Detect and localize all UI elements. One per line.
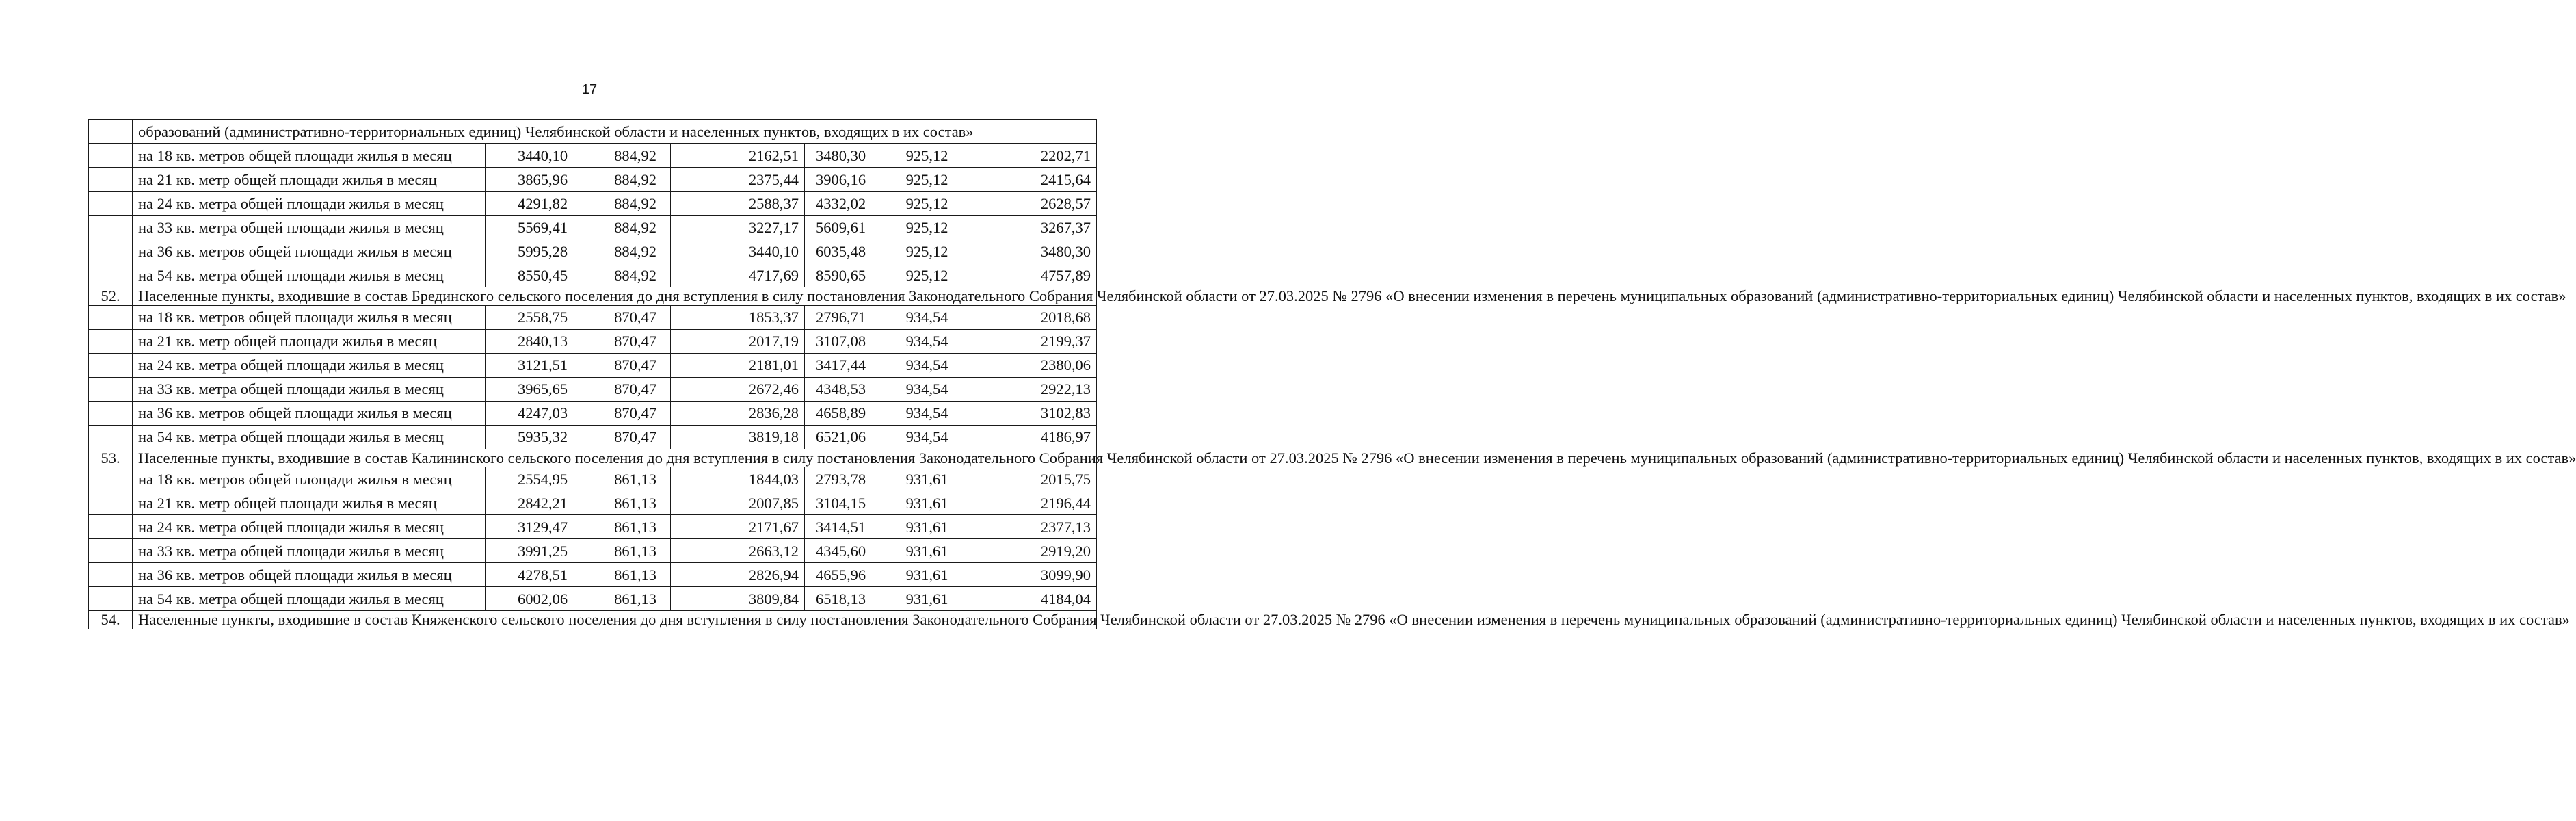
value-cell: 3965,65 bbox=[486, 377, 600, 401]
value-cell: 6035,48 bbox=[805, 239, 877, 263]
value-cell: 2842,21 bbox=[486, 491, 600, 515]
table-row bbox=[89, 329, 1097, 353]
value-cell: 931,61 bbox=[877, 515, 977, 539]
value-cell: 861,13 bbox=[600, 491, 671, 515]
page-number: 17 bbox=[581, 82, 598, 97]
value-cell: 2171,67 bbox=[671, 515, 805, 539]
row-label: на 18 кв. метров общей площади жилья в месяц bbox=[133, 305, 486, 329]
row-label: на 54 кв. метра общей площади жилья в месяц bbox=[133, 587, 486, 611]
settlement-number: 52. bbox=[89, 287, 133, 306]
value-cell: 3440,10 bbox=[486, 144, 600, 168]
table-row bbox=[89, 216, 1097, 239]
settlement-description: Населенные пункты, входившие в состав Калининского сельского поселения до дня вступления в силу постановления Законодательного Собрания Челябинской области от 27.03.2025 № 2796 «О внесении изменения в перечень муниципальных образований (административно-территориальных единиц) Челябинской области и населенных пунктов, входящих в их состав» bbox=[133, 449, 1097, 467]
value-cell: 4332,02 bbox=[805, 192, 877, 216]
table-row bbox=[89, 168, 1097, 192]
value-cell: 870,47 bbox=[600, 329, 671, 353]
continuation-row bbox=[89, 120, 1097, 144]
value-cell: 4655,96 bbox=[805, 563, 877, 587]
value-cell: 861,13 bbox=[600, 539, 671, 563]
table-row bbox=[89, 377, 1097, 401]
value-cell: 884,92 bbox=[600, 192, 671, 216]
value-cell: 2018,68 bbox=[977, 305, 1097, 329]
value-cell: 1844,03 bbox=[671, 467, 805, 491]
table-row bbox=[89, 425, 1097, 449]
settlement-header-row bbox=[89, 611, 1097, 629]
value-cell: 8590,65 bbox=[805, 263, 877, 287]
row-label: на 18 кв. метров общей площади жилья в месяц bbox=[133, 467, 486, 491]
row-label: на 36 кв. метров общей площади жилья в месяц bbox=[133, 563, 486, 587]
row-number-cell bbox=[89, 216, 133, 239]
row-number-cell bbox=[89, 377, 133, 401]
settlement-header-row bbox=[89, 449, 1097, 467]
value-cell: 2840,13 bbox=[486, 329, 600, 353]
value-cell: 4278,51 bbox=[486, 563, 600, 587]
value-cell: 2672,46 bbox=[671, 377, 805, 401]
value-cell: 861,13 bbox=[600, 563, 671, 587]
value-cell: 3809,84 bbox=[671, 587, 805, 611]
value-cell: 884,92 bbox=[600, 216, 671, 239]
value-cell: 3129,47 bbox=[486, 515, 600, 539]
value-cell: 2663,12 bbox=[671, 539, 805, 563]
value-cell: 3102,83 bbox=[977, 401, 1097, 425]
value-cell: 870,47 bbox=[600, 425, 671, 449]
row-number-cell bbox=[89, 467, 133, 491]
row-number-cell bbox=[89, 120, 133, 144]
row-label: на 54 кв. метра общей площади жилья в месяц bbox=[133, 263, 486, 287]
value-cell: 4291,82 bbox=[486, 192, 600, 216]
table-row bbox=[89, 305, 1097, 329]
value-cell: 2554,95 bbox=[486, 467, 600, 491]
value-cell: 4717,69 bbox=[671, 263, 805, 287]
value-cell: 925,12 bbox=[877, 263, 977, 287]
table-row bbox=[89, 467, 1097, 491]
row-number-cell bbox=[89, 263, 133, 287]
value-cell: 4186,97 bbox=[977, 425, 1097, 449]
value-cell: 4184,04 bbox=[977, 587, 1097, 611]
row-label: на 24 кв. метра общей площади жилья в месяц bbox=[133, 192, 486, 216]
value-cell: 6518,13 bbox=[805, 587, 877, 611]
value-cell: 925,12 bbox=[877, 216, 977, 239]
row-number-cell bbox=[89, 425, 133, 449]
value-cell: 934,54 bbox=[877, 305, 977, 329]
value-cell: 3227,17 bbox=[671, 216, 805, 239]
row-label: на 18 кв. метров общей площади жилья в месяц bbox=[133, 144, 486, 168]
value-cell: 5995,28 bbox=[486, 239, 600, 263]
row-number-cell bbox=[89, 353, 133, 377]
value-cell: 870,47 bbox=[600, 353, 671, 377]
row-number-cell bbox=[89, 168, 133, 192]
value-cell: 4345,60 bbox=[805, 539, 877, 563]
value-cell: 4247,03 bbox=[486, 401, 600, 425]
row-label: на 21 кв. метр общей площади жилья в месяц bbox=[133, 168, 486, 192]
value-cell: 884,92 bbox=[600, 263, 671, 287]
row-label: на 21 кв. метр общей площади жилья в месяц bbox=[133, 329, 486, 353]
table-row bbox=[89, 401, 1097, 425]
table-body bbox=[89, 120, 2576, 629]
value-cell: 925,12 bbox=[877, 168, 977, 192]
value-cell: 2922,13 bbox=[977, 377, 1097, 401]
value-cell: 2588,37 bbox=[671, 192, 805, 216]
row-label: на 33 кв. метра общей площади жилья в месяц bbox=[133, 377, 486, 401]
value-cell: 2181,01 bbox=[671, 353, 805, 377]
table-row bbox=[89, 192, 1097, 216]
value-cell: 2202,71 bbox=[977, 144, 1097, 168]
value-cell: 2826,94 bbox=[671, 563, 805, 587]
row-label: на 21 кв. метр общей площади жилья в месяц bbox=[133, 491, 486, 515]
value-cell: 3865,96 bbox=[486, 168, 600, 192]
value-cell: 2793,78 bbox=[805, 467, 877, 491]
table-row bbox=[89, 491, 1097, 515]
value-cell: 2017,19 bbox=[671, 329, 805, 353]
value-cell: 884,92 bbox=[600, 239, 671, 263]
value-cell: 931,61 bbox=[877, 539, 977, 563]
value-cell: 861,13 bbox=[600, 467, 671, 491]
value-cell: 8550,45 bbox=[486, 263, 600, 287]
value-cell: 3480,30 bbox=[977, 239, 1097, 263]
value-cell: 3906,16 bbox=[805, 168, 877, 192]
row-label: на 33 кв. метра общей площади жилья в месяц bbox=[133, 216, 486, 239]
tariff-table bbox=[88, 119, 2576, 629]
value-cell: 3417,44 bbox=[805, 353, 877, 377]
value-cell: 5935,32 bbox=[486, 425, 600, 449]
value-cell: 934,54 bbox=[877, 425, 977, 449]
value-cell: 3121,51 bbox=[486, 353, 600, 377]
value-cell: 2836,28 bbox=[671, 401, 805, 425]
table-row bbox=[89, 144, 1097, 168]
value-cell: 2162,51 bbox=[671, 144, 805, 168]
table-row bbox=[89, 353, 1097, 377]
value-cell: 931,61 bbox=[877, 491, 977, 515]
value-cell: 861,13 bbox=[600, 515, 671, 539]
value-cell: 2796,71 bbox=[805, 305, 877, 329]
value-cell: 5609,61 bbox=[805, 216, 877, 239]
row-number-cell bbox=[89, 563, 133, 587]
value-cell: 934,54 bbox=[877, 329, 977, 353]
row-label: на 36 кв. метров общей площади жилья в месяц bbox=[133, 239, 486, 263]
value-cell: 934,54 bbox=[877, 401, 977, 425]
table-row bbox=[89, 239, 1097, 263]
value-cell: 3414,51 bbox=[805, 515, 877, 539]
row-number-cell bbox=[89, 491, 133, 515]
continuation-text: образований (административно-территориальных единиц) Челябинской области и населенных пунктов, входящих в их состав» bbox=[133, 120, 1097, 144]
value-cell: 4757,89 bbox=[977, 263, 1097, 287]
value-cell: 884,92 bbox=[600, 144, 671, 168]
settlement-description: Населенные пункты, входившие в состав Княженского сельского поселения до дня вступления в силу постановления Законодательного Собрания Челябинской области от 27.03.2025 № 2796 «О внесении изменения в перечень муниципальных образований (административно-территориальных единиц) Челябинской области и населенных пунктов, входящих в их состав» bbox=[133, 611, 1097, 629]
settlement-number: 53. bbox=[89, 449, 133, 467]
value-cell: 3099,90 bbox=[977, 563, 1097, 587]
row-number-cell bbox=[89, 305, 133, 329]
row-number-cell bbox=[89, 144, 133, 168]
value-cell: 2415,64 bbox=[977, 168, 1097, 192]
value-cell: 4658,89 bbox=[805, 401, 877, 425]
settlement-description: Населенные пункты, входившие в состав Брединского сельского поселения до дня вступления в силу постановления Законодательного Собрания Челябинской области от 27.03.2025 № 2796 «О внесении изменения в перечень муниципальных образований (административно-территориальных единиц) Челябинской области и населенных пунктов, входящих в их состав» bbox=[133, 287, 1097, 306]
value-cell: 934,54 bbox=[877, 353, 977, 377]
table-row bbox=[89, 515, 1097, 539]
row-number-cell bbox=[89, 587, 133, 611]
value-cell: 934,54 bbox=[877, 377, 977, 401]
table-row bbox=[89, 539, 1097, 563]
row-number-cell bbox=[89, 239, 133, 263]
value-cell: 2196,44 bbox=[977, 491, 1097, 515]
value-cell: 2919,20 bbox=[977, 539, 1097, 563]
value-cell: 884,92 bbox=[600, 168, 671, 192]
settlement-header-row bbox=[89, 287, 1097, 306]
value-cell: 6002,06 bbox=[486, 587, 600, 611]
value-cell: 925,12 bbox=[877, 192, 977, 216]
value-cell: 2628,57 bbox=[977, 192, 1097, 216]
value-cell: 2007,85 bbox=[671, 491, 805, 515]
row-label: на 24 кв. метра общей площади жилья в месяц bbox=[133, 353, 486, 377]
table-row bbox=[89, 587, 1097, 611]
row-label: на 36 кв. метров общей площади жилья в месяц bbox=[133, 401, 486, 425]
value-cell: 870,47 bbox=[600, 305, 671, 329]
value-cell: 2015,75 bbox=[977, 467, 1097, 491]
value-cell: 2377,13 bbox=[977, 515, 1097, 539]
value-cell: 870,47 bbox=[600, 377, 671, 401]
row-number-cell bbox=[89, 192, 133, 216]
value-cell: 3104,15 bbox=[805, 491, 877, 515]
value-cell: 3819,18 bbox=[671, 425, 805, 449]
value-cell: 3991,25 bbox=[486, 539, 600, 563]
table-row bbox=[89, 263, 1097, 287]
value-cell: 3480,30 bbox=[805, 144, 877, 168]
value-cell: 3440,10 bbox=[671, 239, 805, 263]
value-cell: 4348,53 bbox=[805, 377, 877, 401]
value-cell: 5569,41 bbox=[486, 216, 600, 239]
value-cell: 6521,06 bbox=[805, 425, 877, 449]
value-cell: 1853,37 bbox=[671, 305, 805, 329]
value-cell: 3107,08 bbox=[805, 329, 877, 353]
settlement-number: 54. bbox=[89, 611, 133, 629]
row-label: на 33 кв. метра общей площади жилья в месяц bbox=[133, 539, 486, 563]
value-cell: 2199,37 bbox=[977, 329, 1097, 353]
row-number-cell bbox=[89, 515, 133, 539]
value-cell: 2558,75 bbox=[486, 305, 600, 329]
value-cell: 925,12 bbox=[877, 144, 977, 168]
row-label: на 54 кв. метра общей площади жилья в месяц bbox=[133, 425, 486, 449]
value-cell: 931,61 bbox=[877, 467, 977, 491]
value-cell: 925,12 bbox=[877, 239, 977, 263]
value-cell: 2375,44 bbox=[671, 168, 805, 192]
value-cell: 861,13 bbox=[600, 587, 671, 611]
row-number-cell bbox=[89, 401, 133, 425]
value-cell: 931,61 bbox=[877, 587, 977, 611]
value-cell: 2380,06 bbox=[977, 353, 1097, 377]
row-label: на 24 кв. метра общей площади жилья в месяц bbox=[133, 515, 486, 539]
table-row bbox=[89, 563, 1097, 587]
row-number-cell bbox=[89, 539, 133, 563]
value-cell: 870,47 bbox=[600, 401, 671, 425]
row-number-cell bbox=[89, 329, 133, 353]
value-cell: 931,61 bbox=[877, 563, 977, 587]
value-cell: 3267,37 bbox=[977, 216, 1097, 239]
